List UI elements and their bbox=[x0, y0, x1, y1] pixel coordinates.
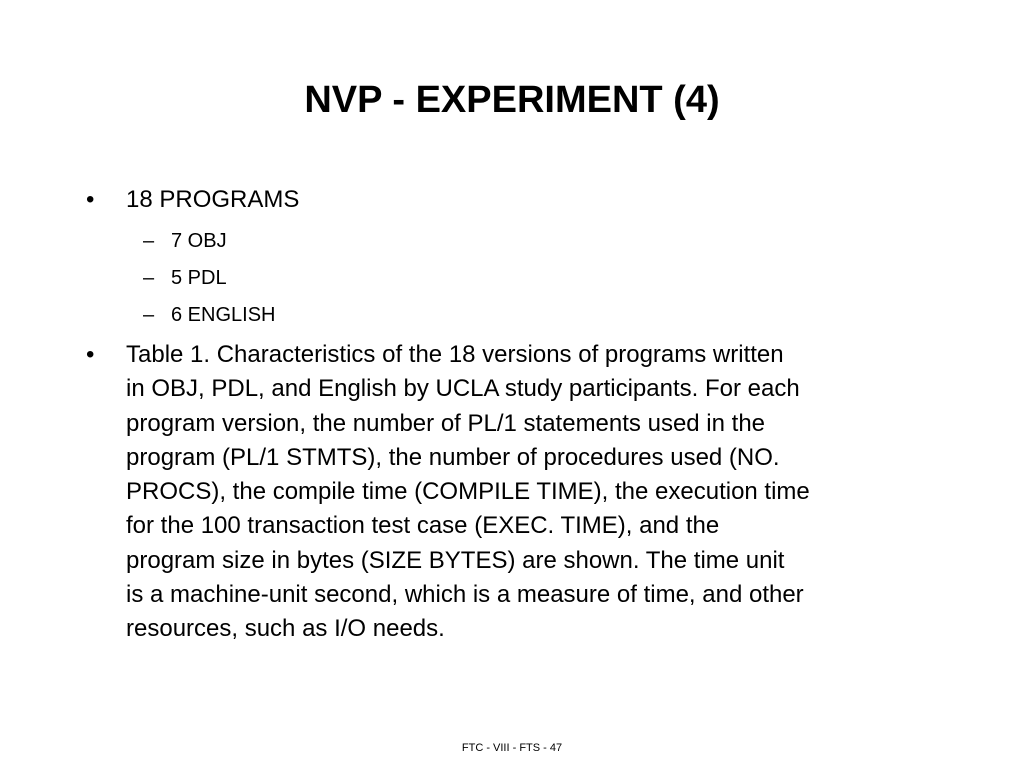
paragraph-line: PROCS), the compile time (COMPILE TIME), the execution time bbox=[126, 478, 810, 506]
dash-marker: – bbox=[143, 230, 155, 252]
slide-footer: FTC - VIII - FTS - 47 bbox=[461, 742, 563, 754]
sub-item-text-obj: 7 OBJ bbox=[171, 230, 227, 252]
paragraph-line: program (PL/1 STMTS), the number of procedures used (NO. bbox=[126, 443, 780, 471]
paragraph-line: is a machine-unit second, which is a measure of time, and other bbox=[126, 581, 804, 609]
paragraph-line: in OBJ, PDL, and English by UCLA study participants. For each bbox=[126, 375, 800, 403]
dash-marker: – bbox=[143, 304, 155, 326]
table-description-paragraph bbox=[126, 338, 810, 647]
sub-list-item bbox=[0, 301, 1024, 329]
sub-item-text-pdl: 5 PDL bbox=[171, 267, 227, 289]
bullet-marker: • bbox=[86, 186, 95, 213]
bullet-item bbox=[0, 183, 1024, 217]
slide-title: NVP - EXPERIMENT (4) bbox=[304, 79, 720, 121]
sub-item-text-english: 6 ENGLISH bbox=[171, 304, 276, 326]
bullet-marker: • bbox=[86, 341, 95, 368]
bullet-item bbox=[0, 338, 1024, 658]
dash-marker: – bbox=[143, 267, 155, 289]
bullet-text-programs: 18 PROGRAMS bbox=[126, 186, 300, 213]
paragraph-line: Table 1. Characteristics of the 18 versions of programs written bbox=[126, 341, 784, 368]
sub-list-item bbox=[0, 264, 1024, 292]
paragraph-line: for the 100 transaction test case (EXEC. TIME), and the bbox=[126, 512, 720, 540]
sub-list-item bbox=[0, 227, 1024, 255]
paragraph-line: program version, the number of PL/1 statements used in the bbox=[126, 409, 766, 437]
paragraph-line: resources, such as I/O needs. bbox=[126, 615, 445, 643]
paragraph-line: program size in bytes (SIZE BYTES) are shown. The time unit bbox=[126, 546, 785, 574]
